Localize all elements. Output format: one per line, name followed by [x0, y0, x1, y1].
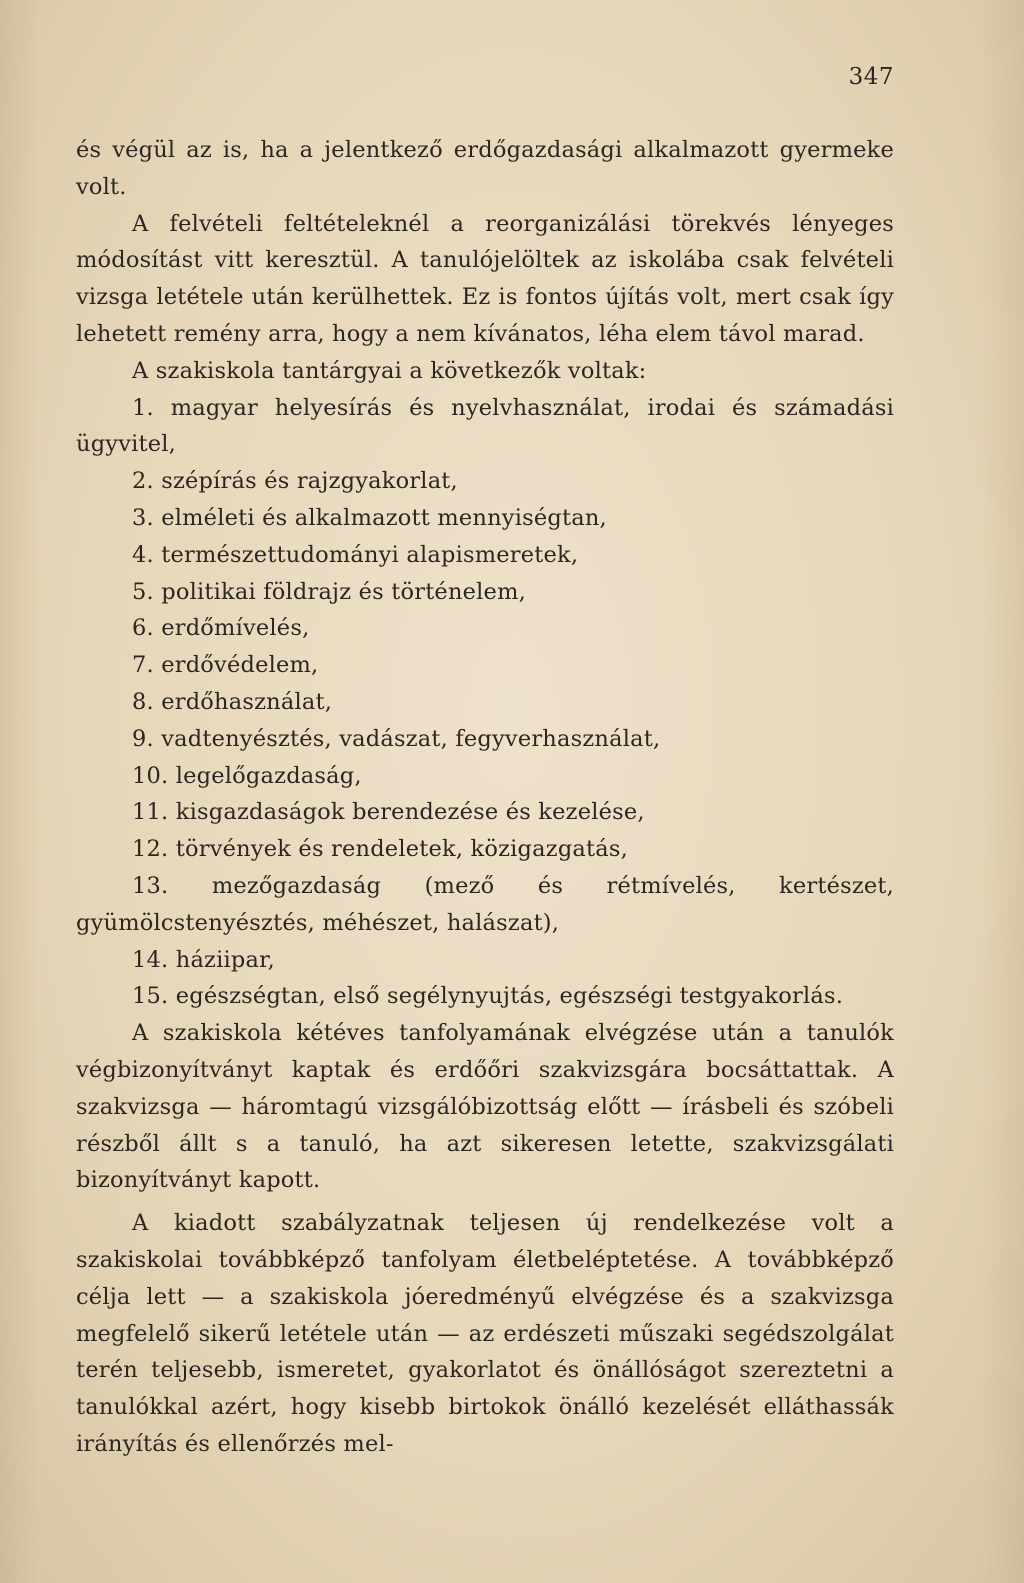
page-number: 347: [848, 64, 894, 90]
list-item: 15. egészségtan, első segélynyujtás, egészségi testgyakorlás.: [132, 983, 844, 1010]
list-item: 4. természettudományi alapismeretek,: [132, 541, 579, 568]
list-item: 10. legelőgazdaság,: [132, 762, 362, 789]
paragraph-further-training: A kiadott szabályzatnak teljesen új rendelkezése volt a szakiskolai továbbképző tanfolyam életbeléptetése. A továbbképző célja lett — a szakiskola jóeredményű elvégzése és a szakvizsga megfelelő sikerű letétele után — az erdészeti műszaki segédszolgálat terén teljesebb, ismeretet, gyakorlatot és önállóságot szereztetni a tanulókkal azért, hogy kisebb birtokok önálló kezelését elláthassák irányítás és ellenőrzés mel-: [76, 1210, 894, 1457]
list-item: 6. erdőmívelés,: [132, 615, 310, 642]
list-item: 11. kisgazdaságok berendezése és kezelése,: [132, 799, 645, 826]
paragraph-subjects-intro: A szakiskola tantárgyai a következők voltak:: [132, 357, 647, 384]
list-item: 2. szépírás és rajzgyakorlat,: [132, 468, 458, 495]
list-item: 14. háziipar,: [132, 946, 275, 973]
paragraph-continuation: és végül az is, ha a jelentkező erdőgazdasági alkalmazott gyermeke volt.: [76, 137, 894, 200]
list-item: 12. törvények és rendeletek, közigazgatás,: [132, 836, 628, 863]
list-item: 7. erdővédelem,: [132, 652, 319, 679]
list-item: 3. elméleti és alkalmazott mennyiségtan,: [132, 504, 607, 531]
list-item: 5. politikai földrajz és történelem,: [132, 578, 526, 605]
paragraph-admission: A felvételi feltételeknél a reorganizálási törekvés lényeges módosítást vitt keresztül. A tanulójelöltek az iskolába csak felvételi vizsga letétele után kerülhettek. Ez is fontos újítás volt, mert csak így lehetett remény arra, hogy a nem kívánatos, léha elem távol marad.: [76, 210, 894, 347]
list-item: 13. mezőgazdaság (mező és rétmívelés, kertészet, gyümölcstenyésztés, méhészet, halászat),: [76, 872, 894, 936]
page-body: [76, 132, 894, 1463]
list-item: 9. vadtenyésztés, vadászat, fegyverhasználat,: [132, 725, 661, 752]
paragraph-exam: A szakiskola kétéves tanfolyamának elvégzése után a tanulók végbizonyítványt kaptak és erdőőri szakvizsgára bocsáttattak. A szakvizsga — háromtagú vizsgálóbizottság előtt — írásbeli és szóbeli részből állt s a tanuló, ha azt sikeresen letette, szakvizsgálati bizonyítványt kapott.: [76, 1020, 894, 1194]
list-item: 1. magyar helyesírás és nyelvhasználat, irodai és számadási ügyvitel,: [76, 394, 894, 458]
list-item: 8. erdőhasználat,: [132, 688, 333, 715]
subjects-list: [76, 390, 894, 1016]
